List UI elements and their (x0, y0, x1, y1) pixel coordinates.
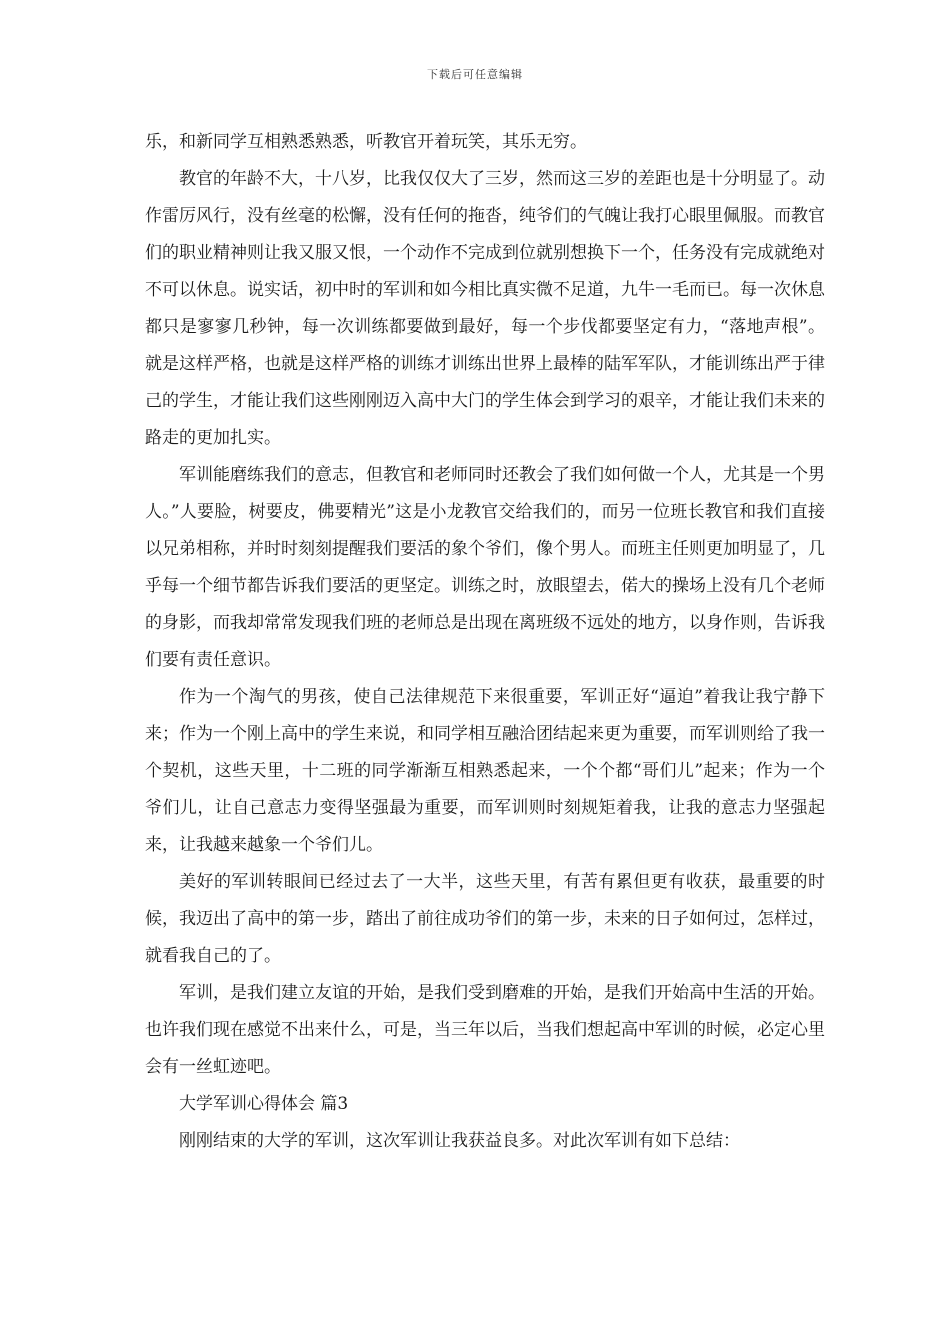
document-body (145, 124, 825, 1160)
paragraph: 刚刚结束的大学的军训，这次军训让我获益良多。对此次军训有如下总结： (179, 1131, 740, 1151)
paragraph: 乐，和新同学互相熟悉熟悉，听教官开着玩笑，其乐无穷。 (145, 132, 587, 152)
paragraph: 作为一个淘气的男孩，使自己法律规范下来很重要，军训正好“逼迫”着我让我宁静下来；作为一个刚上高中的学生来说，和同学相互融洽团结起来更为重要，而军训则给了我一个契机，这些天里，十二班的同学渐渐互相熟悉起来，一个个都“哥们儿”起来；作为一个爷们儿，让自己意志力变得坚强最为重要，而军训则时刻规矩着我，让我的意志力坚强起来，让我越来越象一个爷们儿。 (145, 687, 825, 855)
section-heading: 大学军训心得体会 篇3 (179, 1094, 349, 1114)
paragraph: 军训，是我们建立友谊的开始，是我们受到磨难的开始，是我们开始高中生活的开始。也许我们现在感觉不出来什么，可是，当三年以后，当我们想起高中军训的时候，必定心里会有一丝虹迹吧。 (145, 983, 825, 1077)
paragraph: 军训能磨练我们的意志，但教官和老师同时还教会了我们如何做一个人，尤其是一个男人。”人要脸，树要皮，佛要精光”这是小龙教官交给我们的，而另一位班长教官和我们直接以兄弟相称，并时时刻刻提醒我们要活的象个爷们，像个男人。而班主任则更加明显了，几乎每一个细节都告诉我们要活的更坚定。训练之时，放眼望去，偌大的操场上没有几个老师的身影，而我却常常发现我们班的老师总是出现在离班级不远处的地方，以身作则，告诉我们要有责任意识。 (145, 465, 825, 670)
paragraph: 教官的年龄不大，十八岁，比我仅仅大了三岁，然而这三岁的差距也是十分明显了。动作雷厉风行，没有丝毫的松懈，没有任何的拖沓，纯爷们的气魄让我打心眼里佩服。而教官们的职业精神则让我又服又恨，一个动作不完成到位就别想换下一个，任务没有完成就绝对不可以休息。说实话，初中时的军训和如今相比真实微不足道，九牛一毛而已。每一次休息都只是寥寥几秒钟，每一次训练都要做到最好，每一个步伐都要坚定有力，“落地声根”。就是这样严格，也就是这样严格的训练才训练出世界上最棒的陆军军队，才能训练出严于律己的学生，才能让我们这些刚刚迈入高中大门的学生体会到学习的艰辛，才能让我们未来的路走的更加扎实。 (145, 169, 825, 448)
page-header: 下载后可任意编辑 (427, 68, 523, 81)
paragraph: 美好的军训转眼间已经过去了一大半，这些天里，有苦有累但更有收获，最重要的时候，我迈出了高中的第一步，踏出了前往成功爷们的第一步，未来的日子如何过，怎样过，就看我自己的了。 (145, 872, 825, 966)
